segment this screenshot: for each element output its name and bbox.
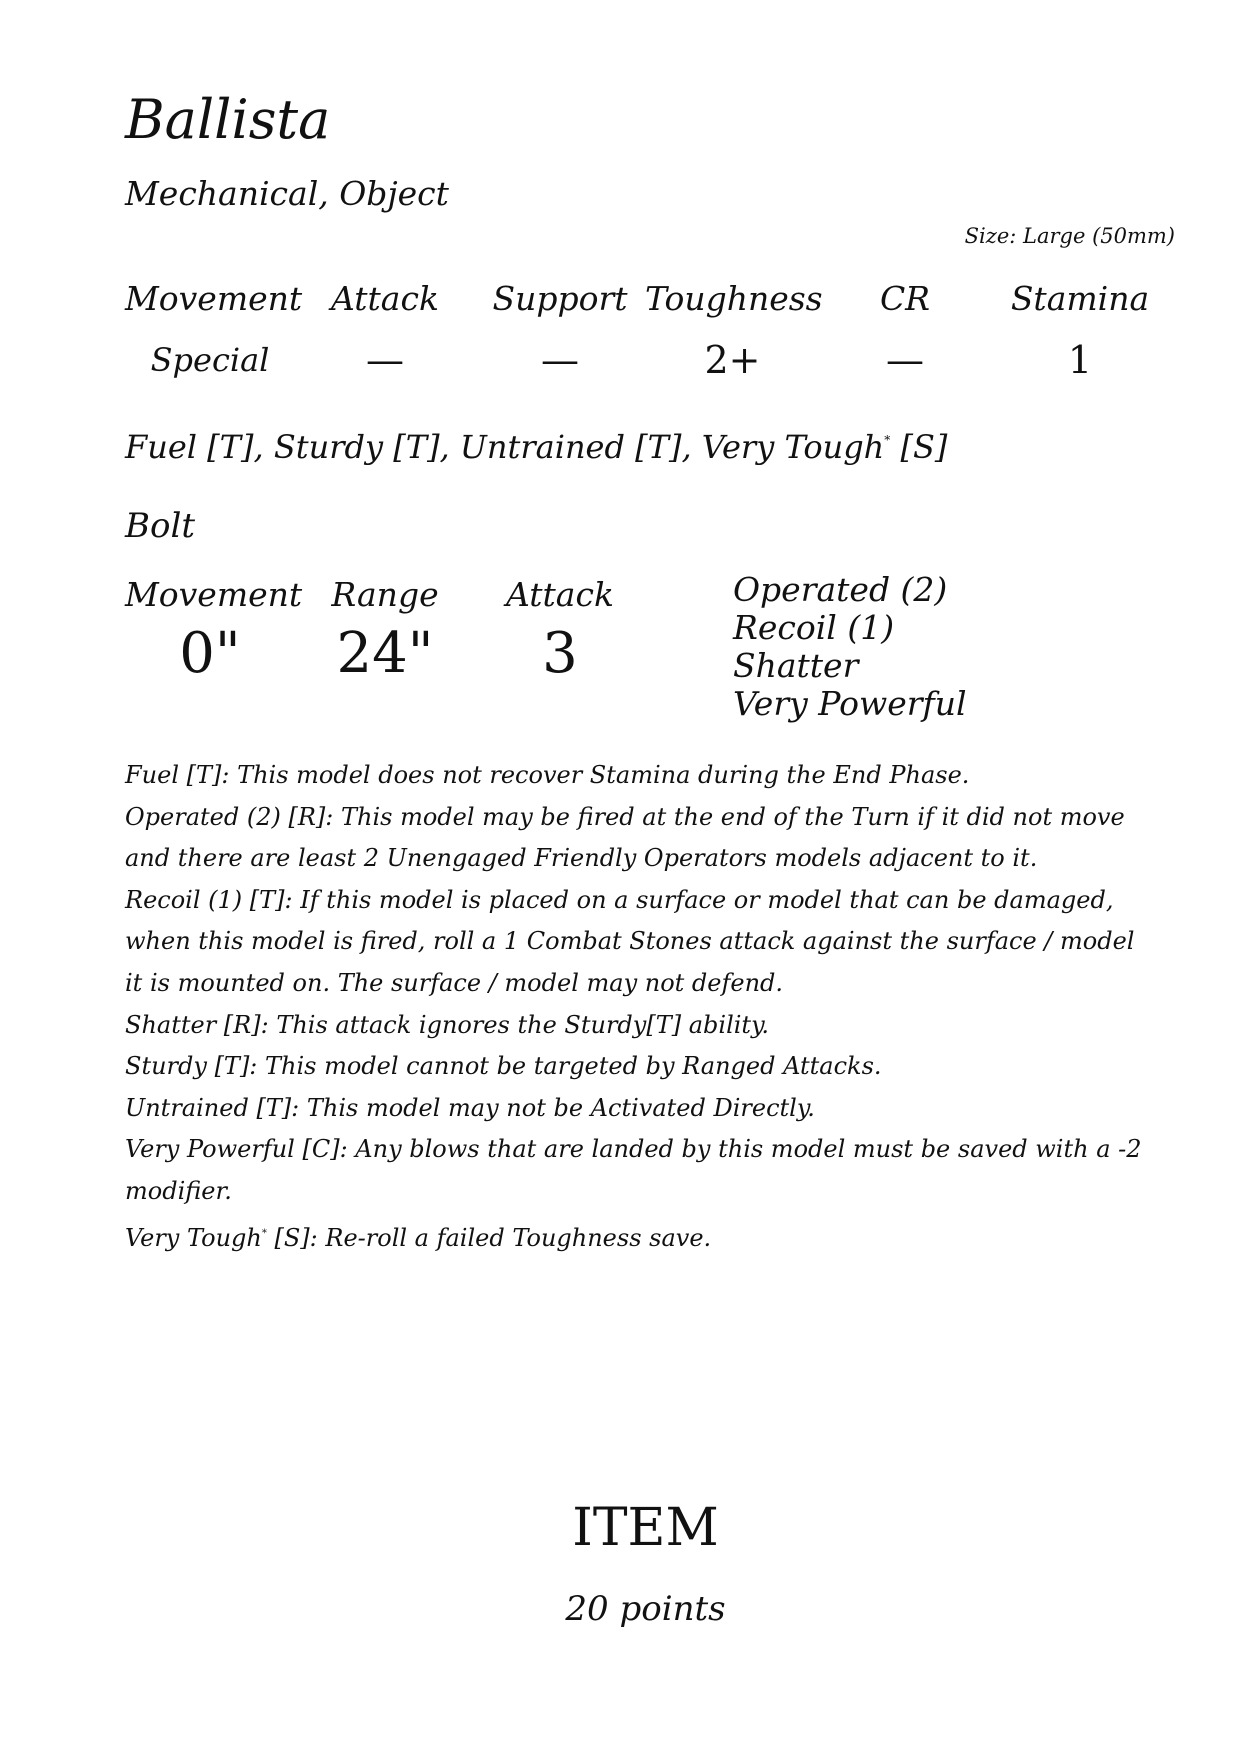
weapon-trait: Shatter	[733, 646, 859, 685]
card-keywords: Mechanical, Object	[125, 174, 449, 213]
stat-value-movement: Special	[150, 341, 270, 379]
rules-text	[125, 755, 1145, 1259]
rule-line: Shatter [R]: This attack ignores the Sturdy[T] ability.	[125, 1010, 770, 1039]
very-tough-text: [S]: Re-roll a failed Toughness save.	[266, 1223, 712, 1252]
rule-line: Untrained [T]: This model may not be Activated Directly.	[125, 1093, 815, 1122]
rule-line: modifier.	[125, 1176, 232, 1205]
abilities-text: Fuel [T], Sturdy [T], Untrained [T], Very Tough	[125, 428, 885, 466]
rule-line: Very Powerful [C]: Any blows that are landed by this model must be saved with a -2	[125, 1135, 1142, 1164]
weapon-name: Bolt	[125, 506, 195, 546]
card-points: 20 points	[565, 1589, 726, 1629]
rule-line: Sturdy [T]: This model cannot be targeted by Ranged Attacks.	[125, 1052, 882, 1081]
rule-line: Recoil (1) [T]: If this model is placed on a surface or model that can be damaged,	[125, 885, 1114, 914]
weapon-traits	[733, 571, 967, 723]
card-type: ITEM	[572, 1498, 719, 1558]
rule-line: when this model is fired, roll a 1 Combat Stones attack against the surface / model	[125, 927, 1135, 956]
abilities-mark: *	[884, 433, 891, 447]
weapon-trait: Recoil (1)	[733, 608, 895, 647]
abilities-suffix: [S]	[890, 428, 948, 466]
card-title: Ballista	[125, 88, 331, 151]
stat-value-stamina: 1	[1067, 338, 1093, 382]
stat-value-toughness: 2+	[704, 338, 761, 382]
stat-header-cr: CR	[879, 279, 931, 318]
stat-header-toughness: Toughness	[645, 279, 823, 318]
stat-header-attack: Attack	[331, 279, 439, 318]
rule-line: and there are least 2 Unengaged Friendly Operators models adjacent to it.	[125, 844, 1038, 873]
stat-header-stamina: Stamina	[1010, 279, 1150, 318]
rule-line: it is mounted on. The surface / model may not defend.	[125, 968, 784, 997]
weapon-trait: Very Powerful	[733, 684, 967, 723]
rule-line-very-tough	[125, 1213, 1145, 1260]
card-size: Size: Large (50mm)	[964, 224, 1175, 248]
weapon-value-attack: 3	[542, 621, 578, 686]
stat-value-attack: —	[366, 338, 404, 382]
stat-value-support: —	[541, 338, 579, 382]
rule-line: Operated (2) [R]: This model may be fired at the end of the Turn if it did not move	[125, 802, 1125, 831]
weapon-header-range: Range	[331, 575, 439, 614]
very-tough-mark: *	[261, 1227, 267, 1239]
stat-value-cr: —	[886, 338, 924, 382]
very-tough-prefix: Very Tough	[125, 1223, 262, 1252]
weapon-header-attack: Attack	[506, 575, 614, 614]
stat-header-support: Support	[492, 279, 628, 318]
weapon-header-movement: Movement	[125, 575, 303, 614]
weapon-value-range: 24"	[336, 621, 434, 686]
stat-header-movement: Movement	[125, 279, 303, 318]
abilities-line	[125, 420, 947, 467]
weapon-value-movement: 0"	[179, 621, 241, 686]
rule-line: Fuel [T]: This model does not recover Stamina during the End Phase.	[125, 761, 970, 789]
weapon-trait: Operated (2)	[733, 570, 948, 609]
